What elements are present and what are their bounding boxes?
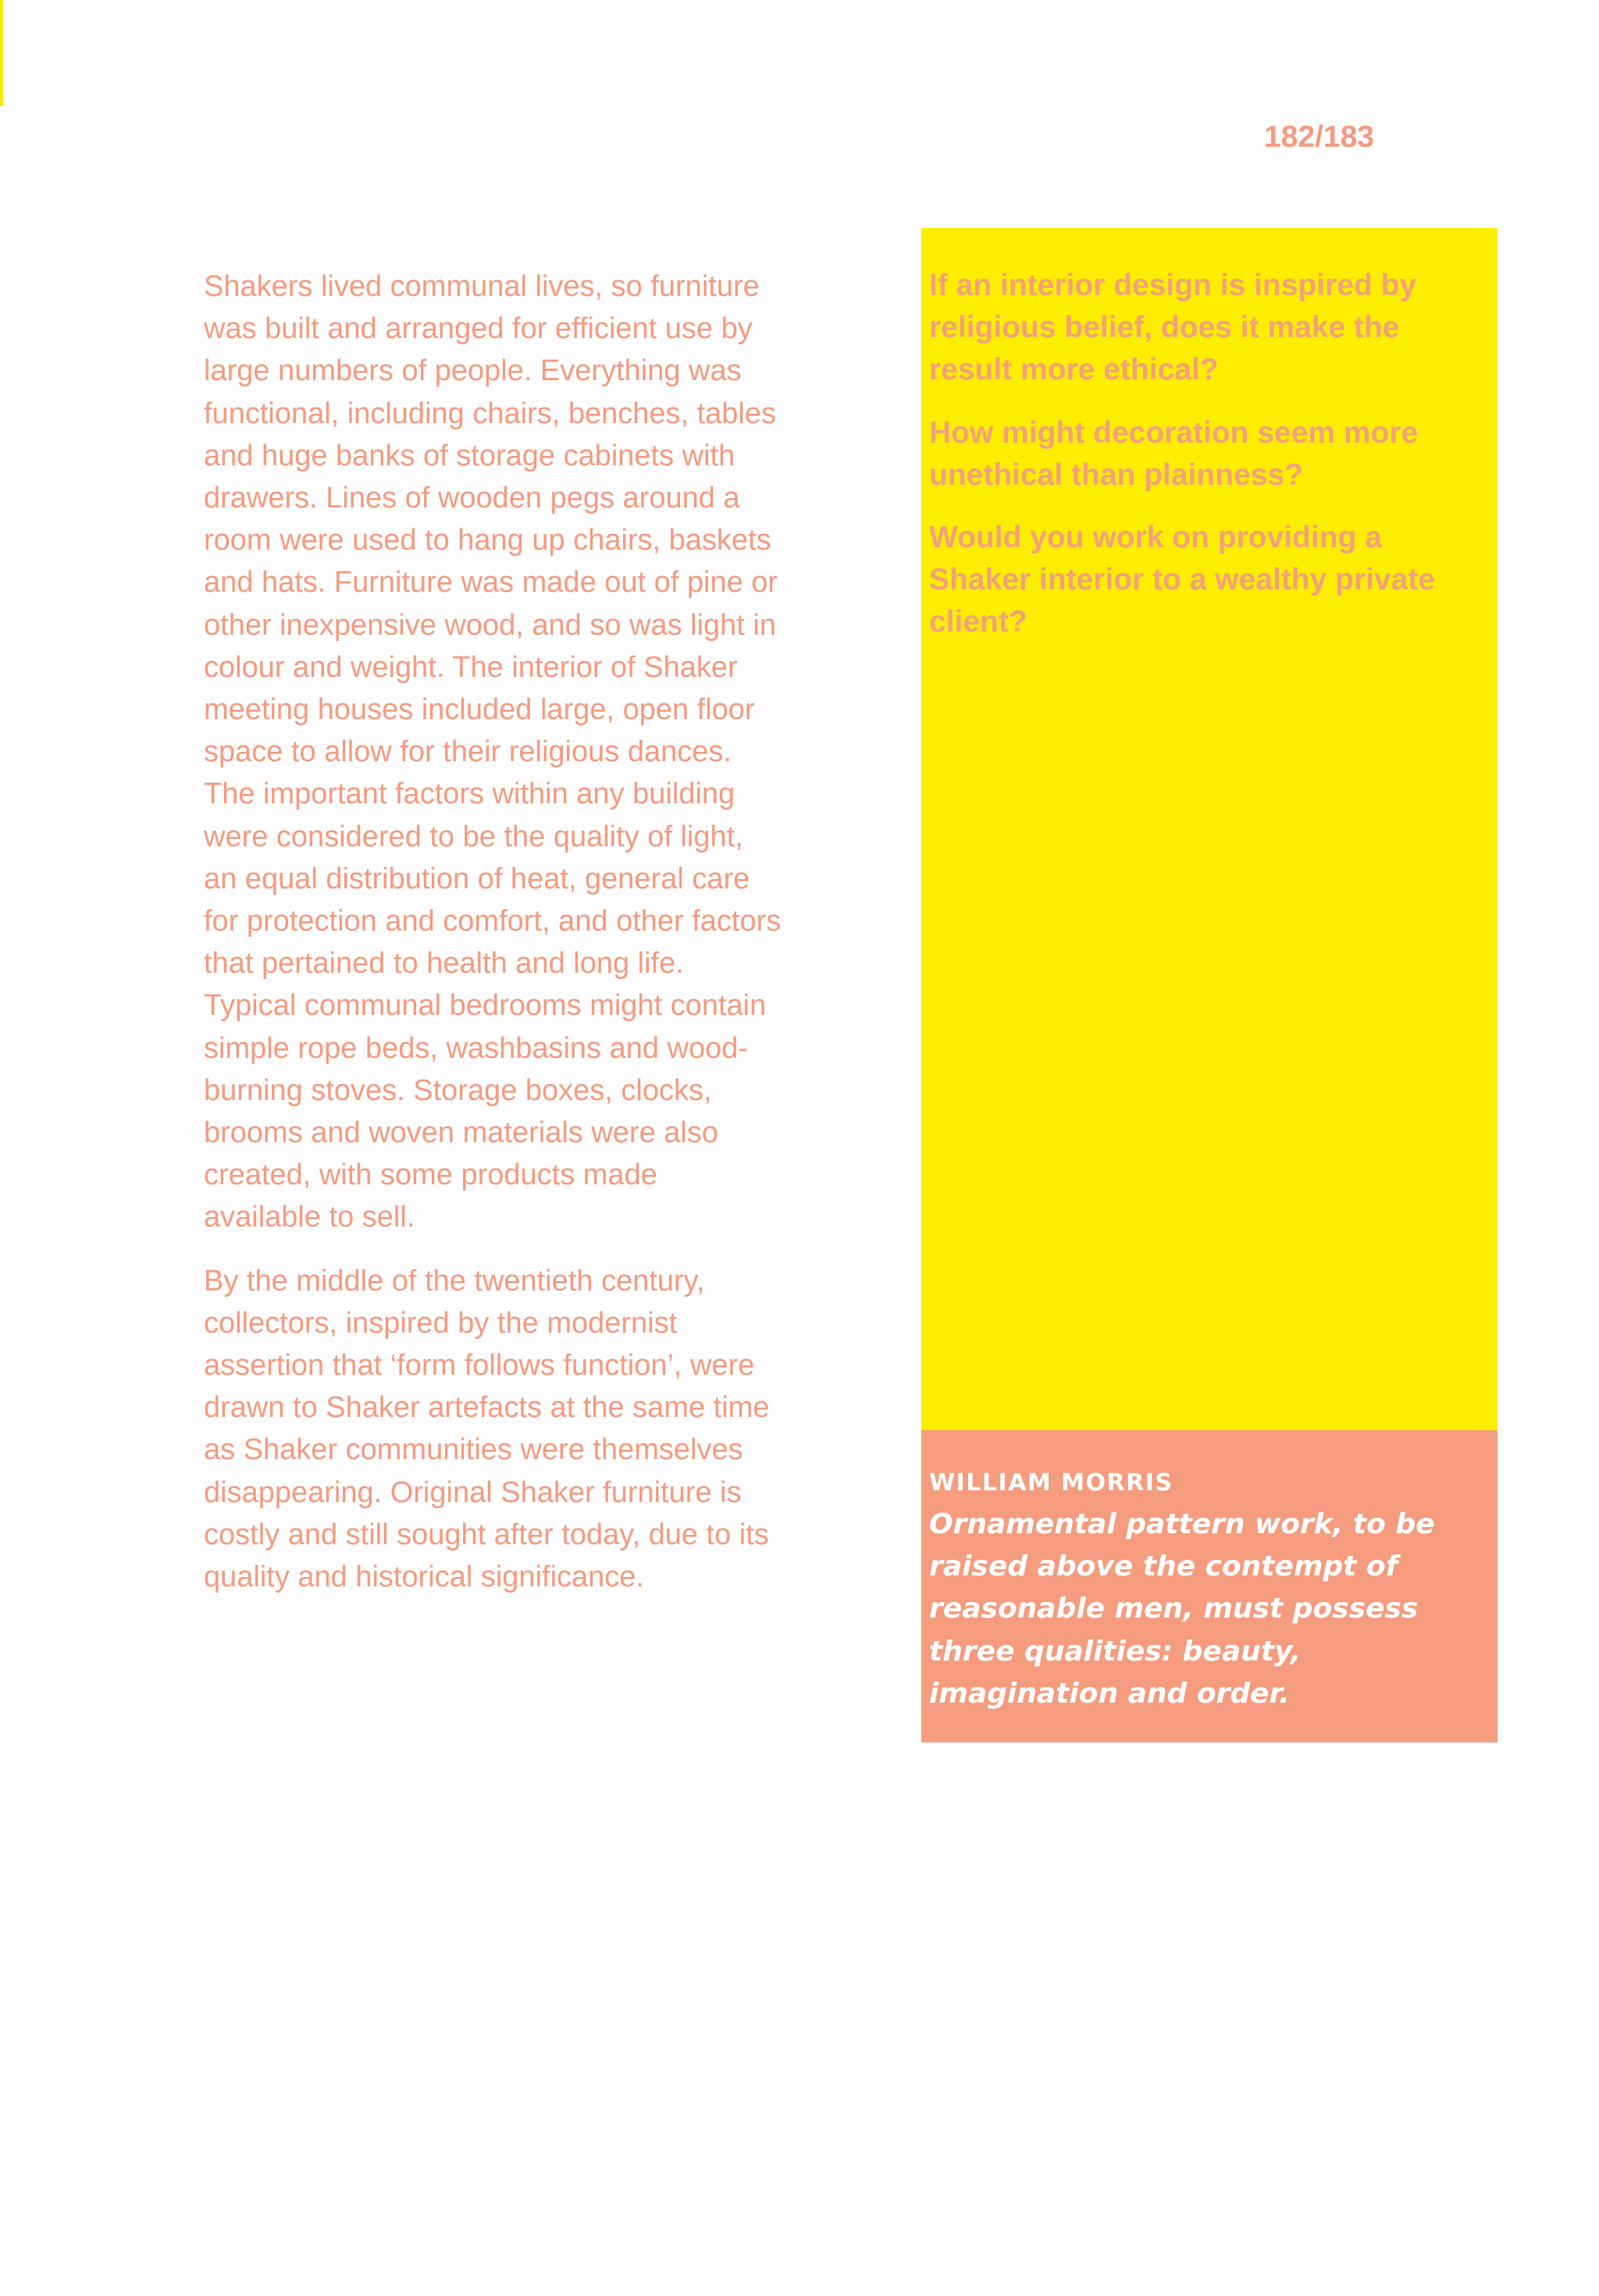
discussion-question: Would you work on providing a Shaker interior to a wealthy private client?	[929, 521, 1436, 639]
corner-color-mark	[0, 0, 3, 106]
body-paragraph: Shakers lived communal lives, so furniture was built and arranged for efficient use by large numbers of people. Everything was functional, including chairs, benches, tables and huge banks of storage cabinets with drawers. Lines of wooden pegs around a room were used to hang up chairs, baskets and hats. Furniture was made out of pine or other inexpensive wood, and so was light in colour and weight. The interior of Shaker meeting houses included large, open floor space to allow for their religious dances. The important factors within any building were considered to be the quality of light, an equal distribution of heat, general care for protection and comfort, and other factors that pertained to health and long life. Typical communal bedrooms might contain simple rope beds, washbasins and wood-burning stoves. Storage boxes, clocks, brooms and woven materials were also created, with some products made available to sell.	[204, 270, 782, 1234]
body-text-column	[204, 265, 782, 1619]
quote-panel	[921, 1430, 1498, 1742]
quote-text: Ornamental pattern work, to be raised above the contempt of reasonable men, must possess three qualities: beauty, imagination and order.	[929, 1508, 1435, 1710]
discussion-questions-panel	[921, 228, 1498, 1430]
discussion-question: How might decoration seem more unethical than plainness?	[929, 415, 1419, 492]
quote-author: WILLIAM MORRIS	[929, 1469, 1173, 1497]
body-paragraph: By the middle of the twentieth century, collectors, inspired by the modernist assertion that ‘form follows function’, were drawn to Shaker artefacts at the same time as Shaker communities were themselves disappearing. Original Shaker furniture is costly and still sought after today, due to its quality and historical significance.	[204, 1264, 770, 1594]
discussion-question: If an interior design is inspired by religious belief, does it make the result more ethical?	[929, 269, 1417, 387]
page-number: 182/183	[1264, 120, 1374, 154]
